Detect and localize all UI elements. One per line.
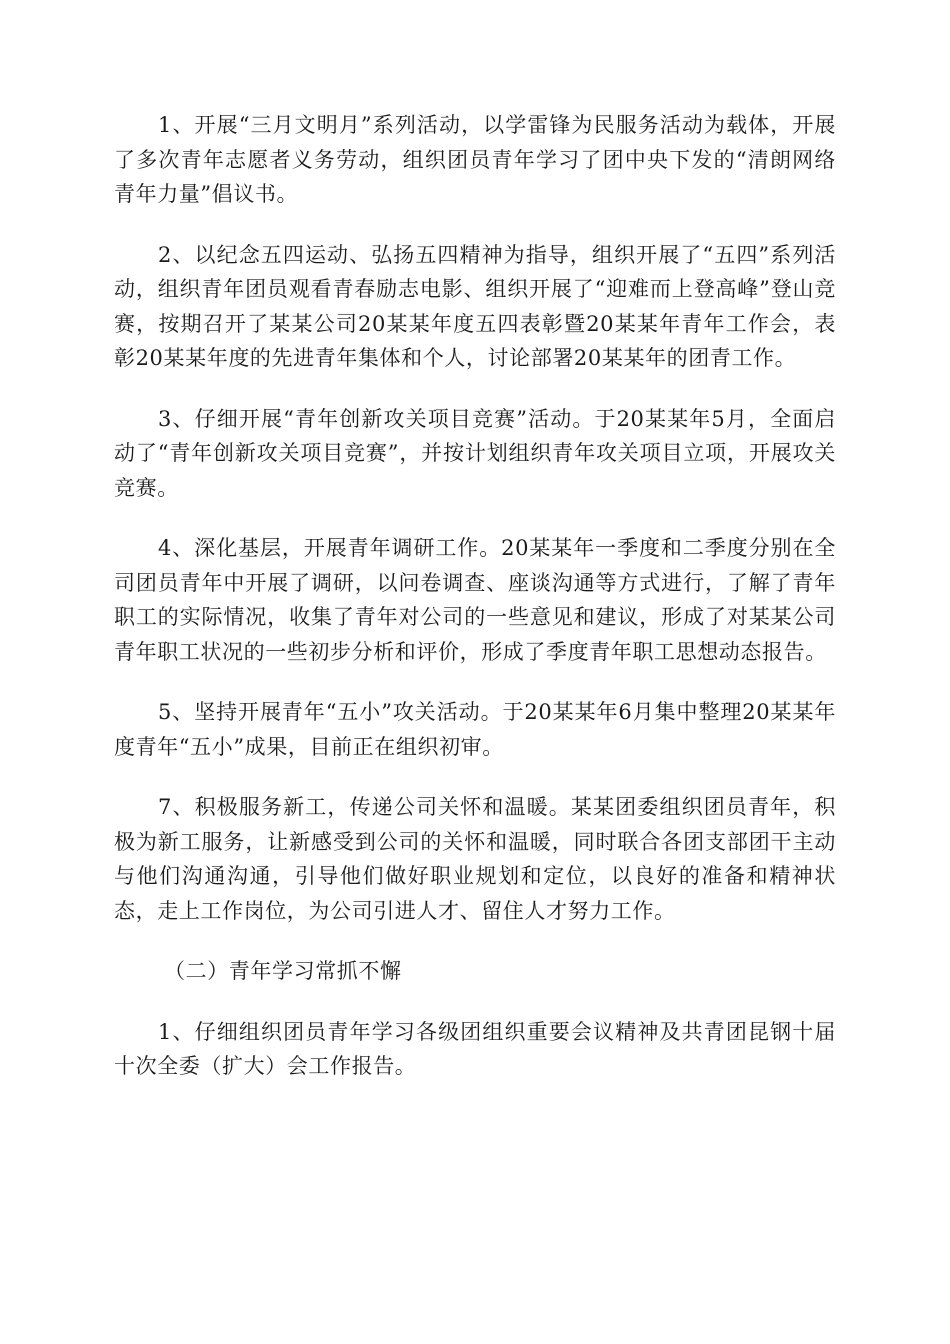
paragraph-3: 3、仔细开展“青年创新攻关项目竞赛”活动。于20某某年5月，全面启动了“青年创新攻关项目竞赛”，并按计划组织青年攻关项目立项，开展攻关竞赛。: [114, 406, 836, 500]
paragraph-4: 4、深化基层，开展青年调研工作。20某某年一季度和二季度分别在全司团员青年中开展了调研，以问卷调查、座谈沟通等方式进行，了解了青年职工的实际情况，收集了青年对公司的一些意见和建议，形成了对某某公司青年职工状况的一些初步分析和评价，形成了季度青年职工思想动态报告。: [114, 536, 836, 664]
paragraph-5: 5、坚持开展青年“五小”攻关活动。于20某某年6月集中整理20某某年度青年“五小”成果，目前正在组织初审。: [114, 700, 836, 759]
paragraph-7: 7、积极服务新工，传递公司关怀和温暖。某某团委组织团员青年，积极为新工服务，让新感受到公司的关怀和温暖，同时联合各团支部团干主动与他们沟通沟通，引导他们做好职业规划和定位，以良好的准备和精神状态，走上工作岗位，为公司引进人才、留住人才努力工作。: [114, 795, 836, 923]
paragraph-study-1: 1、仔细组织团员青年学习各级团组织重要会议精神及共青团昆钢十届十次全委（扩大）会工作报告。: [114, 1019, 836, 1078]
paragraph-1: 1、开展“三月文明月”系列活动，以学雷锋为民服务活动为载体，开展了多次青年志愿者义务劳动，组织团员青年学习了团中央下发的“清朗网络青年力量”倡议书。: [114, 113, 836, 206]
document-body: [114, 108, 836, 1110]
paragraph-2: 2、以纪念五四运动、弘扬五四精神为指导，组织开展了“五四”系列活动，组织青年团员观看青春励志电影、组织开展了“迎难而上登高峰”登山竞赛，按期召开了某某公司20某某年度五四表彰暨20某某年青年工作会，表彰20某某年度的先进青年集体和个人，讨论部署20某某年的团青工作。: [114, 242, 836, 370]
section-heading: （二）青年学习常抓不懈: [164, 959, 402, 983]
